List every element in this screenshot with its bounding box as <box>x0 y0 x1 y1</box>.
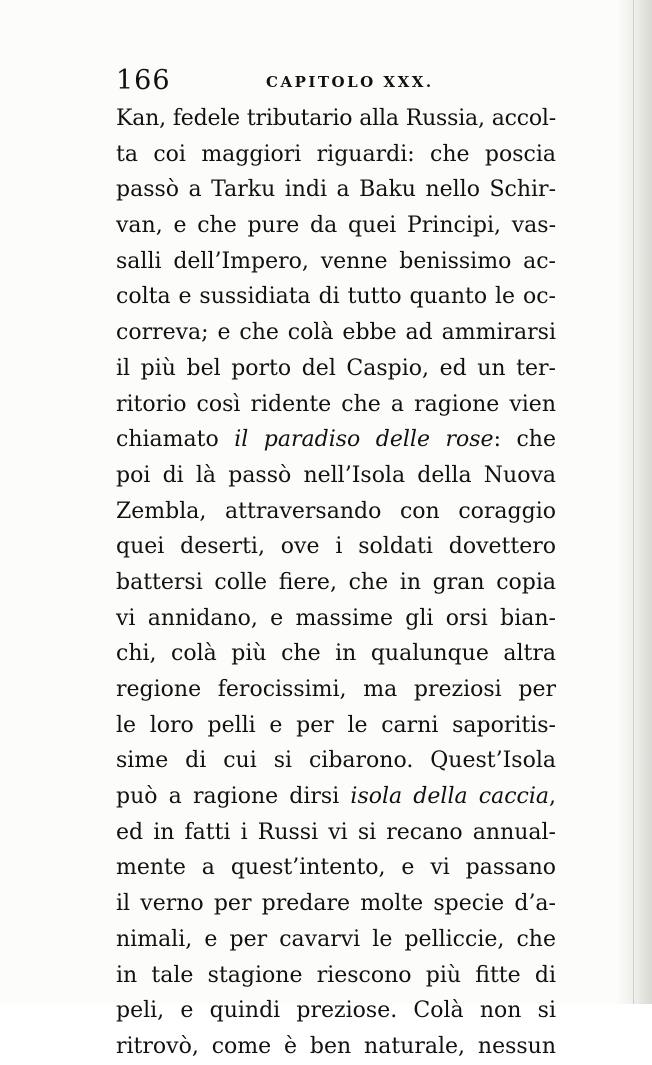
text-line <box>116 208 556 244</box>
text-line <box>116 958 556 994</box>
text-run: ritrovò, come è ben naturale, nessun <box>116 1033 556 1059</box>
text-run: in tale stagione riescono più fitte di <box>116 962 556 988</box>
text-run: chi, colà più che in qualunque altra <box>116 641 556 667</box>
text-run: poi di là passò nell’Isola della Nuova <box>116 462 556 488</box>
page-header <box>116 66 556 96</box>
text-run: salli dell’Impero, venne benissimo ac- <box>116 248 556 274</box>
text-line <box>116 922 556 958</box>
text-run: chiamato <box>116 427 235 453</box>
text-line <box>116 636 556 672</box>
text-run: quei deserti, ove i soldati dovettero <box>116 534 556 560</box>
text-line <box>116 815 556 851</box>
text-line <box>116 351 556 387</box>
text-line <box>116 494 556 530</box>
text-line <box>116 172 556 208</box>
text-line <box>116 387 556 423</box>
page-edge-shadow <box>618 0 652 1004</box>
running-title: CAPITOLO XXX. <box>266 73 434 91</box>
text-run: ed in fatti i Russi vi si recano annual- <box>116 819 556 845</box>
text-run: il verno per predare molte specie d’a- <box>116 891 556 917</box>
text-line <box>116 779 556 815</box>
text-line <box>116 422 556 458</box>
text-line <box>116 137 556 173</box>
text-run: passò a Tarku indi a Baku nello Schir- <box>116 177 556 203</box>
text-run: il più bel porto del Caspio, ed un ter- <box>116 355 556 381</box>
text-run: ritorio così ridente che a ragione vien <box>116 391 556 417</box>
text-line <box>116 743 556 779</box>
text-run: colta e sussidiata di tutto quanto le oc- <box>116 284 556 310</box>
text-run: può a ragione dirsi <box>116 784 351 810</box>
italic-text: il paradiso delle rose <box>234 427 494 453</box>
text-run: peli, e quindi preziose. Colà non si <box>116 998 556 1024</box>
text-run: le loro pelli e per le carni saporitis- <box>116 712 556 738</box>
text-run: Kan, fedele tributario alla Russia, accol- <box>116 106 556 131</box>
text-run: van, e che pure da quei Principi, vas- <box>116 213 556 239</box>
text-line <box>116 458 556 494</box>
text-run: Zembla, attraversando con coraggio <box>116 498 556 524</box>
text-line <box>116 529 556 565</box>
text-run: regione ferocissimi, ma preziosi per <box>116 677 556 702</box>
page-edge-line <box>633 0 634 1004</box>
text-line <box>116 601 556 637</box>
text-line <box>116 244 556 280</box>
text-line <box>116 850 556 886</box>
text-run: mente a quest’intento, e vi passano <box>116 855 556 881</box>
body-text <box>116 101 556 1065</box>
text-run: : che <box>493 427 556 453</box>
text-run: , <box>549 784 556 810</box>
text-run: ta coi maggiori riguardi: che poscia <box>116 141 556 167</box>
text-run: battersi colle fiere, che in gran copia <box>116 569 556 595</box>
text-line <box>116 315 556 351</box>
text-run: vi annidano, e massime gli orsi bian- <box>116 605 556 631</box>
text-line <box>116 565 556 601</box>
text-run: sime di cui si cibarono. Quest’Isola <box>116 748 556 774</box>
text-run: nimali, e per cavarvi le pelliccie, che <box>116 926 556 952</box>
text-line <box>116 886 556 922</box>
text-line <box>116 672 556 708</box>
text-line <box>116 1029 556 1065</box>
italic-text: isola della caccia <box>350 784 549 810</box>
text-line <box>116 279 556 315</box>
text-line <box>116 708 556 744</box>
text-run: correva; e che colà ebbe ad ammirarsi <box>116 320 556 346</box>
text-line <box>116 993 556 1029</box>
text-line <box>116 101 556 137</box>
page-number: 166 <box>116 65 171 96</box>
